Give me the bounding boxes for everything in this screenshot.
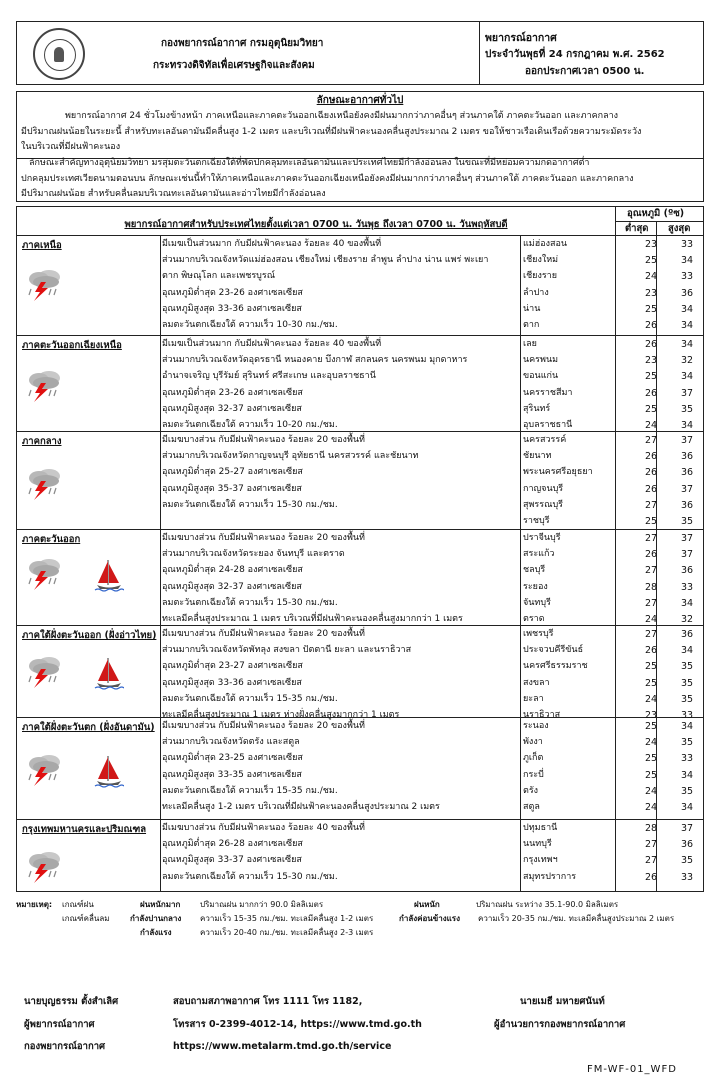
province-max-temp: 37 (680, 435, 694, 446)
forecaster-dept: กองพยากรณ์อากาศ (24, 1041, 106, 1052)
province-max-temp: 37 (680, 387, 694, 399)
province-min-temp: 25 (644, 403, 658, 415)
region-forecast-line: มีเมฆบางส่วน กับมีฝนฟ้าคะนอง ร้อยละ 40 ของพื้นที่ (162, 823, 365, 833)
province-name: พังงา (523, 737, 543, 748)
region-forecast-line: อุณหภูมิสูงสุด 35-37 องศาเซลเซียส (162, 483, 302, 494)
contact-service-link[interactable]: https://www.metalarm.tmd.go.th/service (173, 1041, 392, 1052)
province-max-temp: 36 (680, 565, 694, 577)
province-max-temp: 34 (680, 339, 694, 350)
director-name: นายเมธี มหายศนันท์ (520, 996, 605, 1007)
province-name: ชัยนาท (523, 451, 552, 462)
province-min-temp: 28 (644, 823, 658, 834)
region-forecast-line: อุณหภูมิสูงสุด 33-36 องศาเซลเซียส (162, 303, 302, 314)
province-name: กระบี่ (523, 769, 544, 780)
region-forecast-line: มีเมฆบางส่วน กับมีฝนฟ้าคะนอง ร้อยละ 20 ของพื้นที่ (162, 435, 365, 445)
province-min-temp: 25 (644, 516, 658, 527)
province-name: สมุทรปราการ (523, 871, 577, 882)
region-forecast-line: ส่วนมากบริเวณจังหวัดอุดรธานี หนองคาย บึงกาฬ สกลนคร นครพนม มุกดาหาร (162, 355, 468, 366)
doc-date: ประจำวันพุธที่ 24 กรกฎาคม พ.ศ. 2562 (485, 49, 665, 60)
general-paragraph-1: พยากรณ์อากาศ 24 ชั่วโมงข้างหน้า ภาคเหนือและภาคตะวันออกเฉียงเหนือยังคงมีฝนมากกว่าภาคอื่นๆ ส่วนภาคใต้ ภาคตะวันออก และภาคกลาง มีปริมาณฝนน้อยในระยะนี้ สำหรับทะเลอันดามันมีคลื่นสูง 1-2 เมตร และบริเวณที่มีฝนฟ้าคะนองคลื่นสูงประมาณ 2 เมตร ขอให้ชาวเรือเดินเรือด้วยความระมัดระวัง ในบริเวณที่มีฝนฟ้าคะนอง (21, 111, 642, 153)
province-min-temp: 24 (644, 420, 658, 431)
province-name: นครศรีธรรมราช (523, 661, 588, 672)
province-name: นราธิวาส (523, 710, 561, 720)
province-max-temp: 36 (680, 839, 694, 851)
region-forecast-line: ทะเลมีคลื่นสูงประมาณ 1 เมตร บริเวณที่มีฝนฟ้าคะนองคลื่นสูงมากกว่า 1 เมตร (162, 614, 463, 624)
forecaster-name: นายบุญธรรม ตั้งสำเลิศ (24, 996, 119, 1007)
region-forecast-line: ทะเลมีคลื่นสูงประมาณ 1 เมตร ห่างฝั่งคลื่นสูงมากกว่า 1 เมตร (162, 710, 400, 720)
region-forecast-line: มีเมฆบางส่วน กับมีฝนฟ้าคะนอง ร้อยละ 20 ของพื้นที่ (162, 721, 365, 731)
region-forecast-line: ลมตะวันตกเฉียงใต้ ความเร็ว 15-35 กม./ชม. (162, 693, 338, 704)
sailboat-icon (94, 754, 124, 788)
province-min-temp: 23 (644, 710, 658, 721)
province-name: สุพรรณบุรี (523, 499, 563, 510)
region-name: ภาคใต้ฝั่งตะวันตก (ฝั่งอันดามัน) (22, 722, 155, 733)
province-max-temp: 35 (680, 516, 694, 527)
general-paragraph-2: ลักษณะสำคัญทางอุตุนิยมวิทยา มรสุมตะวันตกเฉียงใต้ที่พัดปกคลุมทะเลอันดามันและประเทศไทยมีกำลังอ่อนลง ในขณะที่มีหย่อมความกดอากาศต่ำ ปกคลุมประเทศเวียดนามตอนบน ลักษณะเช่นนี้ทำให้ภาคเหนือและภาคตะวันออกเฉียงเหนือยังคงมีฝนมากกว่าภาคอื่นๆ ส่วนภาคใต้ ภาคตะวันออก และภาคกลาง มีปริมาณฝนน้อย สำหรับคลื่นลมบริเวณทะเลอันดามันและอ่าวไทยมีกำลังอ่อนลง (21, 158, 634, 200)
ministry-name: กระทรวงดิจิทัลเพื่อเศรษฐกิจและสังคม (153, 60, 315, 71)
forecaster-role: ผู้พยากรณ์อากาศ (24, 1019, 95, 1030)
thunderstorm-icon (24, 753, 64, 787)
region-name: กรุงเทพมหานครและปริมณฑล (22, 824, 147, 835)
province-max-temp: 36 (680, 499, 694, 511)
region-forecast-line: ลมตะวันตกเฉียงใต้ ความเร็ว 15-30 กม./ชม. (162, 871, 338, 882)
province-min-temp: 23 (644, 287, 658, 299)
province-max-temp: 35 (680, 693, 694, 705)
form-code: FM-WF-01_WFD (587, 1064, 677, 1075)
province-min-temp: 25 (644, 769, 658, 781)
province-min-temp: 24 (644, 802, 658, 813)
province-max-temp: 32 (680, 614, 694, 625)
region-forecast-line: อุณหภูมิสูงสุด 33-35 องศาเซลเซียส (162, 769, 302, 780)
tmd-seal-icon (33, 28, 85, 80)
notes-label: หมายเหตุ: (16, 900, 53, 909)
region-forecast-line: อุณหภูมิต่ำสุด 25-27 องศาเซลเซียส (162, 467, 303, 478)
contact-phone: สอบถามสภาพอากาศ โทร 1111 โทร 1182, (173, 996, 363, 1007)
region-forecast-line: ลมตะวันตกเฉียงใต้ ความเร็ว 10-30 กม./ชม. (162, 320, 338, 330)
region-row (16, 432, 704, 530)
province-max-temp: 37 (680, 483, 694, 495)
province-name: สงขลา (523, 677, 550, 688)
region-forecast-line: อุณหภูมิสูงสุด 33-37 องศาเซลเซียส (162, 855, 302, 866)
province-min-temp: 27 (644, 499, 658, 511)
province-min-temp: 26 (644, 549, 658, 561)
sailboat-icon (94, 558, 124, 592)
province-name: ยะลา (523, 693, 544, 704)
province-name: ชลบุรี (523, 565, 546, 576)
province-max-temp: 37 (680, 549, 694, 561)
province-name: นครราชสีมา (523, 387, 573, 398)
region-forecast-line: ลมตะวันตกเฉียงใต้ ความเร็ว 15-30 กม./ชม. (162, 499, 338, 510)
thunderstorm-icon (24, 268, 64, 302)
province-name: สระแก้ว (523, 549, 555, 560)
province-name: กาญจนบุรี (523, 483, 564, 494)
region-forecast-line: ทะเลมีคลื่นสูง 1-2 เมตร บริเวณที่มีฝนฟ้าคะนองคลื่นสูงประมาณ 2 เมตร (162, 802, 440, 812)
province-min-temp: 26 (644, 645, 658, 657)
region-forecast-line: อุณหภูมิต่ำสุด 23-25 องศาเซลเซียส (162, 753, 303, 764)
province-min-temp: 27 (644, 533, 658, 544)
doc-title: พยากรณ์อากาศ (485, 32, 557, 44)
province-max-temp: 34 (680, 802, 694, 813)
min-header: ต่ำสุด (625, 223, 649, 234)
province-min-temp: 27 (644, 565, 658, 577)
province-name: ระยอง (523, 581, 548, 592)
province-name: สตูล (523, 802, 540, 812)
province-min-temp: 26 (644, 483, 658, 495)
province-min-temp: 27 (644, 597, 658, 609)
province-min-temp: 25 (644, 371, 658, 383)
region-forecast-line: ลมตะวันตกเฉียงใต้ ความเร็ว 10-20 กม./ชม. (162, 420, 338, 430)
sailboat-icon (94, 656, 124, 690)
region-forecast-line: ลมตะวันตกเฉียงใต้ ความเร็ว 15-30 กม./ชม. (162, 597, 338, 608)
thunderstorm-icon (24, 850, 64, 884)
province-min-temp: 25 (644, 721, 658, 732)
province-max-temp: 32 (680, 355, 694, 367)
province-min-temp: 26 (644, 451, 658, 463)
province-max-temp: 36 (680, 467, 694, 479)
province-max-temp: 33 (680, 871, 694, 883)
province-min-temp: 27 (644, 855, 658, 867)
province-min-temp: 27 (644, 629, 658, 640)
province-name: อุบลราชธานี (523, 420, 573, 430)
region-forecast-line: มีเมฆเป็นส่วนมาก กับมีฝนฟ้าคะนอง ร้อยละ 40 ของพื้นที่ (162, 239, 382, 249)
province-min-temp: 28 (644, 581, 658, 593)
region-forecast-line: ส่วนมากบริเวณจังหวัดพัทลุง สงขลา ปัตตานี ยะลา และนราธิวาส (162, 645, 412, 656)
province-min-temp: 24 (644, 614, 658, 625)
province-name: นครสวรรค์ (523, 435, 567, 445)
province-name: ภูเก็ต (523, 753, 544, 764)
region-forecast-line: มีเมฆบางส่วน กับมีฝนฟ้าคะนอง ร้อยละ 20 ของพื้นที่ (162, 629, 365, 639)
province-name: จันทบุรี (523, 597, 551, 608)
thunderstorm-icon (24, 655, 64, 689)
province-max-temp: 36 (680, 287, 694, 299)
region-forecast-line: อุณหภูมิสูงสุด 32-37 องศาเซลเซียส (162, 581, 302, 592)
province-name: ลำปาง (523, 287, 549, 298)
province-max-temp: 34 (680, 597, 694, 609)
province-min-temp: 23 (644, 355, 658, 367)
region-name: ภาคตะวันออกเฉียงเหนือ (22, 340, 122, 351)
general-title: ลักษณะอากาศทั่วไป (316, 95, 404, 106)
region-forecast-line: อุณหภูมิต่ำสุด 23-26 องศาเซลเซียส (162, 387, 303, 398)
province-max-temp: 34 (680, 645, 694, 657)
province-name: สุรินทร์ (523, 403, 551, 414)
province-max-temp: 36 (680, 629, 694, 640)
region-forecast-line: ส่วนมากบริเวณจังหวัดตรัง และสตูล (162, 737, 300, 748)
province-min-temp: 25 (644, 661, 658, 673)
province-name: นนทบุรี (523, 839, 552, 850)
province-name: ปทุมธานี (523, 823, 558, 833)
province-max-temp: 35 (680, 855, 694, 867)
province-max-temp: 35 (680, 737, 694, 749)
province-max-temp: 35 (680, 677, 694, 689)
region-forecast-line: มีเมฆเป็นส่วนมาก กับมีฝนฟ้าคะนอง ร้อยละ 40 ของพื้นที่ (162, 339, 382, 349)
temp-header: อุณหภูมิ (ºซ) (627, 208, 685, 219)
region-row (16, 336, 704, 432)
province-min-temp: 24 (644, 271, 658, 283)
region-forecast-line: ส่วนมากบริเวณจังหวัดระยอง จันทบุรี และตราด (162, 549, 345, 560)
forecast-title: พยากรณ์อากาศสำหรับประเทศไทยตั้งแต่เวลา 0700 น. วันพุธ ถึงเวลา 0700 น. วันพฤหัสบดี (124, 219, 508, 230)
province-max-temp: 34 (680, 255, 694, 267)
region-forecast-line: ส่วนมากบริเวณจังหวัดแม่ฮ่องสอน เชียงใหม่ เชียงราย ลำพูน ลำปาง น่าน แพร่ พะเยา (162, 255, 489, 266)
province-min-temp: 23 (644, 239, 658, 250)
province-min-temp: 27 (644, 435, 658, 446)
province-min-temp: 25 (644, 677, 658, 689)
province-min-temp: 26 (644, 339, 658, 350)
region-forecast-line: อำนาจเจริญ บุรีรัมย์ สุรินทร์ ศรีสะเกษ และอุบลราชธานี (162, 371, 376, 382)
region-forecast-line: ตาก พิษณุโลก และเพชรบูรณ์ (162, 271, 276, 282)
region-forecast-line: อุณหภูมิต่ำสุด 23-27 องศาเซลเซียส (162, 661, 303, 672)
province-name: ตาก (523, 320, 540, 330)
province-max-temp: 34 (680, 303, 694, 315)
region-forecast-line: อุณหภูมิสูงสุด 33-36 องศาเซลเซียส (162, 677, 302, 688)
thunderstorm-icon (24, 467, 64, 501)
province-name: เลย (523, 339, 537, 349)
province-max-temp: 37 (680, 533, 694, 544)
province-min-temp: 25 (644, 303, 658, 315)
province-max-temp: 35 (680, 661, 694, 673)
province-name: นครพนม (523, 355, 559, 366)
province-max-temp: 35 (680, 785, 694, 797)
region-forecast-line: อุณหภูมิต่ำสุด 23-26 องศาเซลเซียส (162, 287, 303, 298)
province-max-temp: 35 (680, 403, 694, 415)
province-max-temp: 34 (680, 371, 694, 383)
province-max-temp: 34 (680, 721, 694, 732)
header-box (16, 21, 704, 85)
region-forecast-line: ลมตะวันตกเฉียงใต้ ความเร็ว 15-35 กม./ชม. (162, 785, 338, 796)
province-min-temp: 24 (644, 785, 658, 797)
province-name: น่าน (523, 303, 541, 314)
province-min-temp: 26 (644, 467, 658, 479)
region-row (16, 820, 704, 892)
province-name: เชียงใหม่ (523, 255, 559, 266)
province-name: ระนอง (523, 721, 549, 731)
province-name: แม่ฮ่องสอน (523, 239, 568, 249)
province-name: ปราจีนบุรี (523, 533, 561, 543)
thunderstorm-icon (24, 369, 64, 403)
province-name: ตราด (523, 614, 545, 624)
province-min-temp: 25 (644, 255, 658, 267)
region-forecast-line: ส่วนมากบริเวณจังหวัดกาญจนบุรี อุทัยธานี นครสวรรค์ และชัยนาท (162, 451, 419, 462)
doc-issued-time: ออกประกาศเวลา 0500 น. (525, 66, 645, 77)
province-name: ราชบุรี (523, 516, 550, 526)
province-min-temp: 26 (644, 320, 658, 331)
province-min-temp: 26 (644, 871, 658, 883)
region-name: ภาคเหนือ (22, 240, 62, 251)
max-header: สูงสุด (668, 223, 691, 234)
contact-fax[interactable]: โทรสาร 0-2399-4012-14, https://www.tmd.go.th (173, 1019, 422, 1030)
province-name: ขอนแก่น (523, 371, 559, 382)
province-max-temp: 37 (680, 823, 694, 834)
province-name: เพชรบุรี (523, 629, 554, 639)
province-max-temp: 33 (680, 271, 694, 283)
province-min-temp: 24 (644, 737, 658, 749)
province-min-temp: 24 (644, 693, 658, 705)
region-name: ภาคตะวันออก (22, 534, 81, 545)
province-max-temp: 34 (680, 769, 694, 781)
region-forecast-line: อุณหภูมิต่ำสุด 26-28 องศาเซลเซียส (162, 839, 303, 850)
region-forecast-line: อุณหภูมิต่ำสุด 24-28 องศาเซลเซียส (162, 565, 303, 576)
director-role: ผู้อำนวยการกองพยากรณ์อากาศ (494, 1019, 626, 1030)
province-name: เชียงราย (523, 271, 558, 282)
province-name: พระนครศรีอยุธยา (523, 467, 593, 478)
province-max-temp: 33 (680, 710, 694, 721)
province-min-temp: 25 (644, 753, 658, 765)
region-name: ภาคกลาง (22, 436, 62, 447)
region-forecast-line: มีเมฆบางส่วน กับมีฝนฟ้าคะนอง ร้อยละ 20 ของพื้นที่ (162, 533, 365, 543)
province-name: ประจวบคีรีขันธ์ (523, 645, 584, 656)
forecast-table-header (16, 206, 704, 236)
province-name: กรุงเทพฯ (523, 855, 558, 866)
province-name: ตรัง (523, 785, 539, 796)
region-row (16, 236, 704, 336)
province-max-temp: 33 (680, 753, 694, 765)
thunderstorm-icon (24, 557, 64, 591)
region-name: ภาคใต้ฝั่งตะวันออก (ฝั่งอ่าวไทย) (22, 630, 157, 641)
province-min-temp: 27 (644, 839, 658, 851)
region-forecast-line: อุณหภูมิสูงสุด 32-37 องศาเซลเซียส (162, 403, 302, 414)
notes-section: หมายเหตุ: เกณฑ์ฝน ฝนหนักมาก ปริมาณฝน มากกว่า 90.0 มิลลิเมตร ฝนหนัก ปริมาณฝน ระหว่าง 35.1-90.0 มิลลิเมตร เกณฑ์คลื่นลม กำลังปานกลาง ความเร็ว 15-35 กม./ชม. ทะเลมีคลื่นสูง 1-2 เมตร กำลังค่อนข้างแรง ความเร็ว 20-35 กม./ชม. ทะเลมีคลื่นสูงประมาณ 2 เมตร กำลังแรง ความเร็ว 20-40 กม./ชม. ทะเลมีคลื่นสูง 2-3 เมตร (16, 900, 675, 937)
province-max-temp: 36 (680, 451, 694, 463)
province-max-temp: 34 (680, 420, 694, 431)
general-section (16, 91, 704, 202)
footer (16, 988, 704, 1060)
province-max-temp: 33 (680, 581, 694, 593)
province-min-temp: 26 (644, 387, 658, 399)
province-max-temp: 33 (680, 239, 694, 250)
province-max-temp: 34 (680, 320, 694, 331)
org-name: กองพยากรณ์อากาศ กรมอุตุนิยมวิทยา (161, 38, 324, 49)
